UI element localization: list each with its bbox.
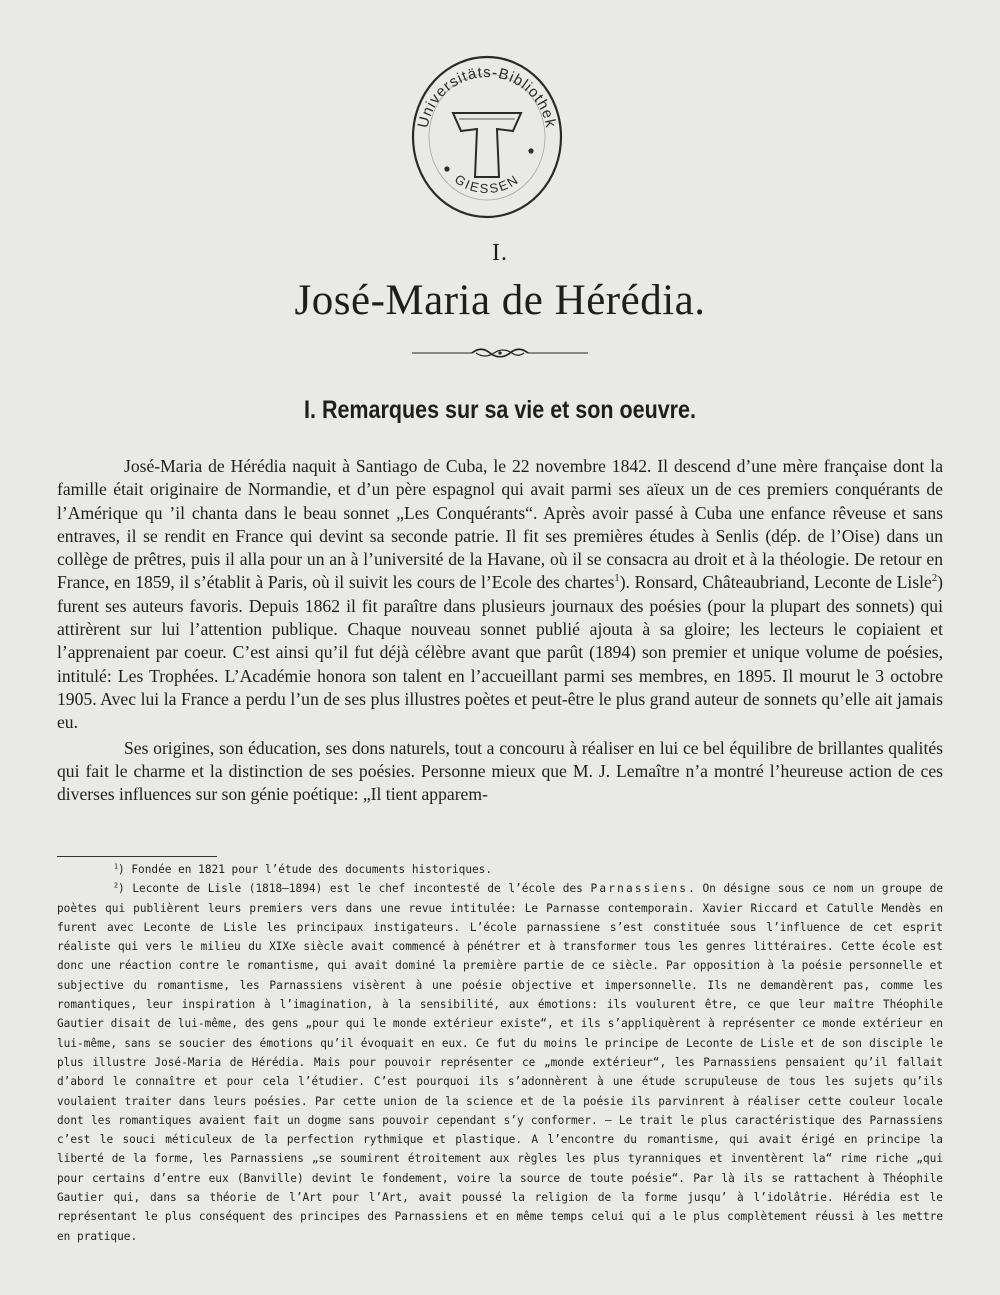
library-stamp: [407, 51, 567, 223]
tau-cross-emblem: [453, 113, 521, 177]
section-heading: I. Remarques sur sa vie et son oeuvre.: [304, 396, 696, 424]
chapter-title: José-Maria de Hérédia.: [294, 277, 706, 324]
paragraph: José-Maria de Hérédia naquit à Santiago de Cuba, le 22 novembre 1842. Il descend d’une mère française dont la famille était originaire de Normandie, et d’un père espagnol qui avait parmi ses aïeux un de ces premiers conquérants de l’Amérique qu ’il chanta dans le beau sonnet „Les Conquérants“. Après avoir passé à Cuba une enfance rêveuse et sans entraves, il se rendit en France qui devint sa seconde patrie. Il fit ses premières études à Senlis (dép. de l’Oise) dans un collège de prêtres, puis il alla pour un an à l’université de la Havane, où il se consacra au droit et à la théologie. De retour en France, en 1859, il s’établit à Paris, où il suivit les cours de l’Ecole des chartes$^1$). Ronsard, Châteaubriand, Leconte de Lisle$^2$) furent ses auteurs favoris. Depuis 1862 il fit paraître dans plusieurs journaux des poésies (pour la plupart des sonnets) qui attirèrent sur lui l’attention publique. Chaque nouveau sonnet publié ajouta à sa gloire; les lecteurs le copiaient et l’apprenaient par coeur. C’est ainsi qu’il fut déjà célèbre avant que parût (1894) son premier et unique volume de poésies, intitulé: Les Trophées. L’Académie honora son talent en l’accueillant parmi ses membres, en 1895. Il mourut le 3 octobre 1905. Avec lui la France a perdu l’un de ses plus illustres poètes et peut-être le plus grand auteur de sonnets qu’elle ait jamais eu.: [57, 456, 944, 733]
stamp-text-top: Universitäts-Bibliothek: [414, 63, 560, 130]
stamp-text-bottom: GIESSEN: [452, 171, 522, 197]
chapter-number: I.: [492, 240, 508, 266]
footnote-separator: [57, 856, 217, 857]
svg-text:GIESSEN: [452, 171, 522, 196]
footnote-ref: 1: [614, 573, 620, 585]
paragraph: Ses origines, son éducation, ses dons naturels, tout a concouru à réaliser en lui ce bel équilibre de brillantes qualités qui fait le charme et la distinction de ses poésies. Personne mieux que M. J. Lemaître n’a montré l’heureuse action de ces diverses influences sur son génie poétique: „Il tient apparem-: [57, 737, 943, 805]
svg-text:Universitäts-Bibliothek: [415, 64, 560, 130]
footnote-1: $^1$) Fondée en 1821 pour l’étude des documents historiques.: [114, 862, 493, 876]
body-text: [57, 455, 943, 806]
footnote-2: $^2$) Leconte de Lisle (1818—1894) est le chef incontesté de l’école des Parnassiens. On désigne sous ce nom un groupe de poètes qui publièrent leurs premiers vers dans une revue intitulée: Le Parnasse contemporain. Xavier Riccard et Catulle Mendès en furent avec Leconte de Lisle les principaux instigateurs. L’école parnassiene s’est constituée sous l’influence de cet esprit réaliste qui vers le milieu du XIXe siècle avait commencé à pénétrer et à transformer tous les genres littéraires. Cette école est donc une réaction contre le romantisme, qui avait dominé la première partie de ce siècle. Par opposition à la poésie personnelle et subjective du romantisme, les Parnassiens visèrent à une poésie objective et impersonnelle. Ils ne demandèrent pas, comme les romantiques, leur inspiration à l’imagination, à la sensibilité, aux émotions: ils voulurent être, ce que leur maître Théophile Gautier disait de lui-même, des gens „pour qui le monde extérieur existe“, et ils s’appliquèrent à représenter ce monde extérieur en lui-même, sans se soucier des émotions qu’il évoquait en eux. Ce fut du moins le principe de Leconte de Lisle et de son disciple le plus illustre José-Maria de Hérédia. Mais pour pouvoir représenter ce „monde extérieur“, les Parnassiens pensaient qu’il fallait d’abord le connaître et pour cela l’étudier. C’est pourquoi ils s’adonnèrent à une étude scrupuleuse de tous les sujets qu’ils voulaient traiter dans leurs poésies. Par cette union de la science et de la poésie ils parvinrent à réaliser cette couleur locale dont les romantiques avaient fait un dogme sans pouvoir cependant s’y conformer. — Le trait le plus caractéristique des Parnassiens c’est le souci méticuleux de la perfection rythmique et plastique. A l’encontre du romantisme, qui avait érigé en principe la liberté de la forme, les Parnassiens „se soumirent étroitement aux règles les plus tyranniques et inventèrent la“ rime riche „qui pour certains d’entre eux (Banville) devint le fondement, voire la source de toute poésie“. Par là ils se rattachent à Théophile Gautier qui, dans sa théorie de l’Art pour l’Art, avait poussé la religion de la forme jusqu’ à l’idolâtrie. Hérédia est le représentant le plus conséquent des principes des Parnassiens et en même temps celui qui a le plus complètement réussi à les mettre en pratique.: [57, 881, 943, 1243]
decorative-divider: [410, 346, 590, 360]
footnote-ref: 2: [931, 573, 938, 585]
footnotes: [57, 860, 943, 1246]
